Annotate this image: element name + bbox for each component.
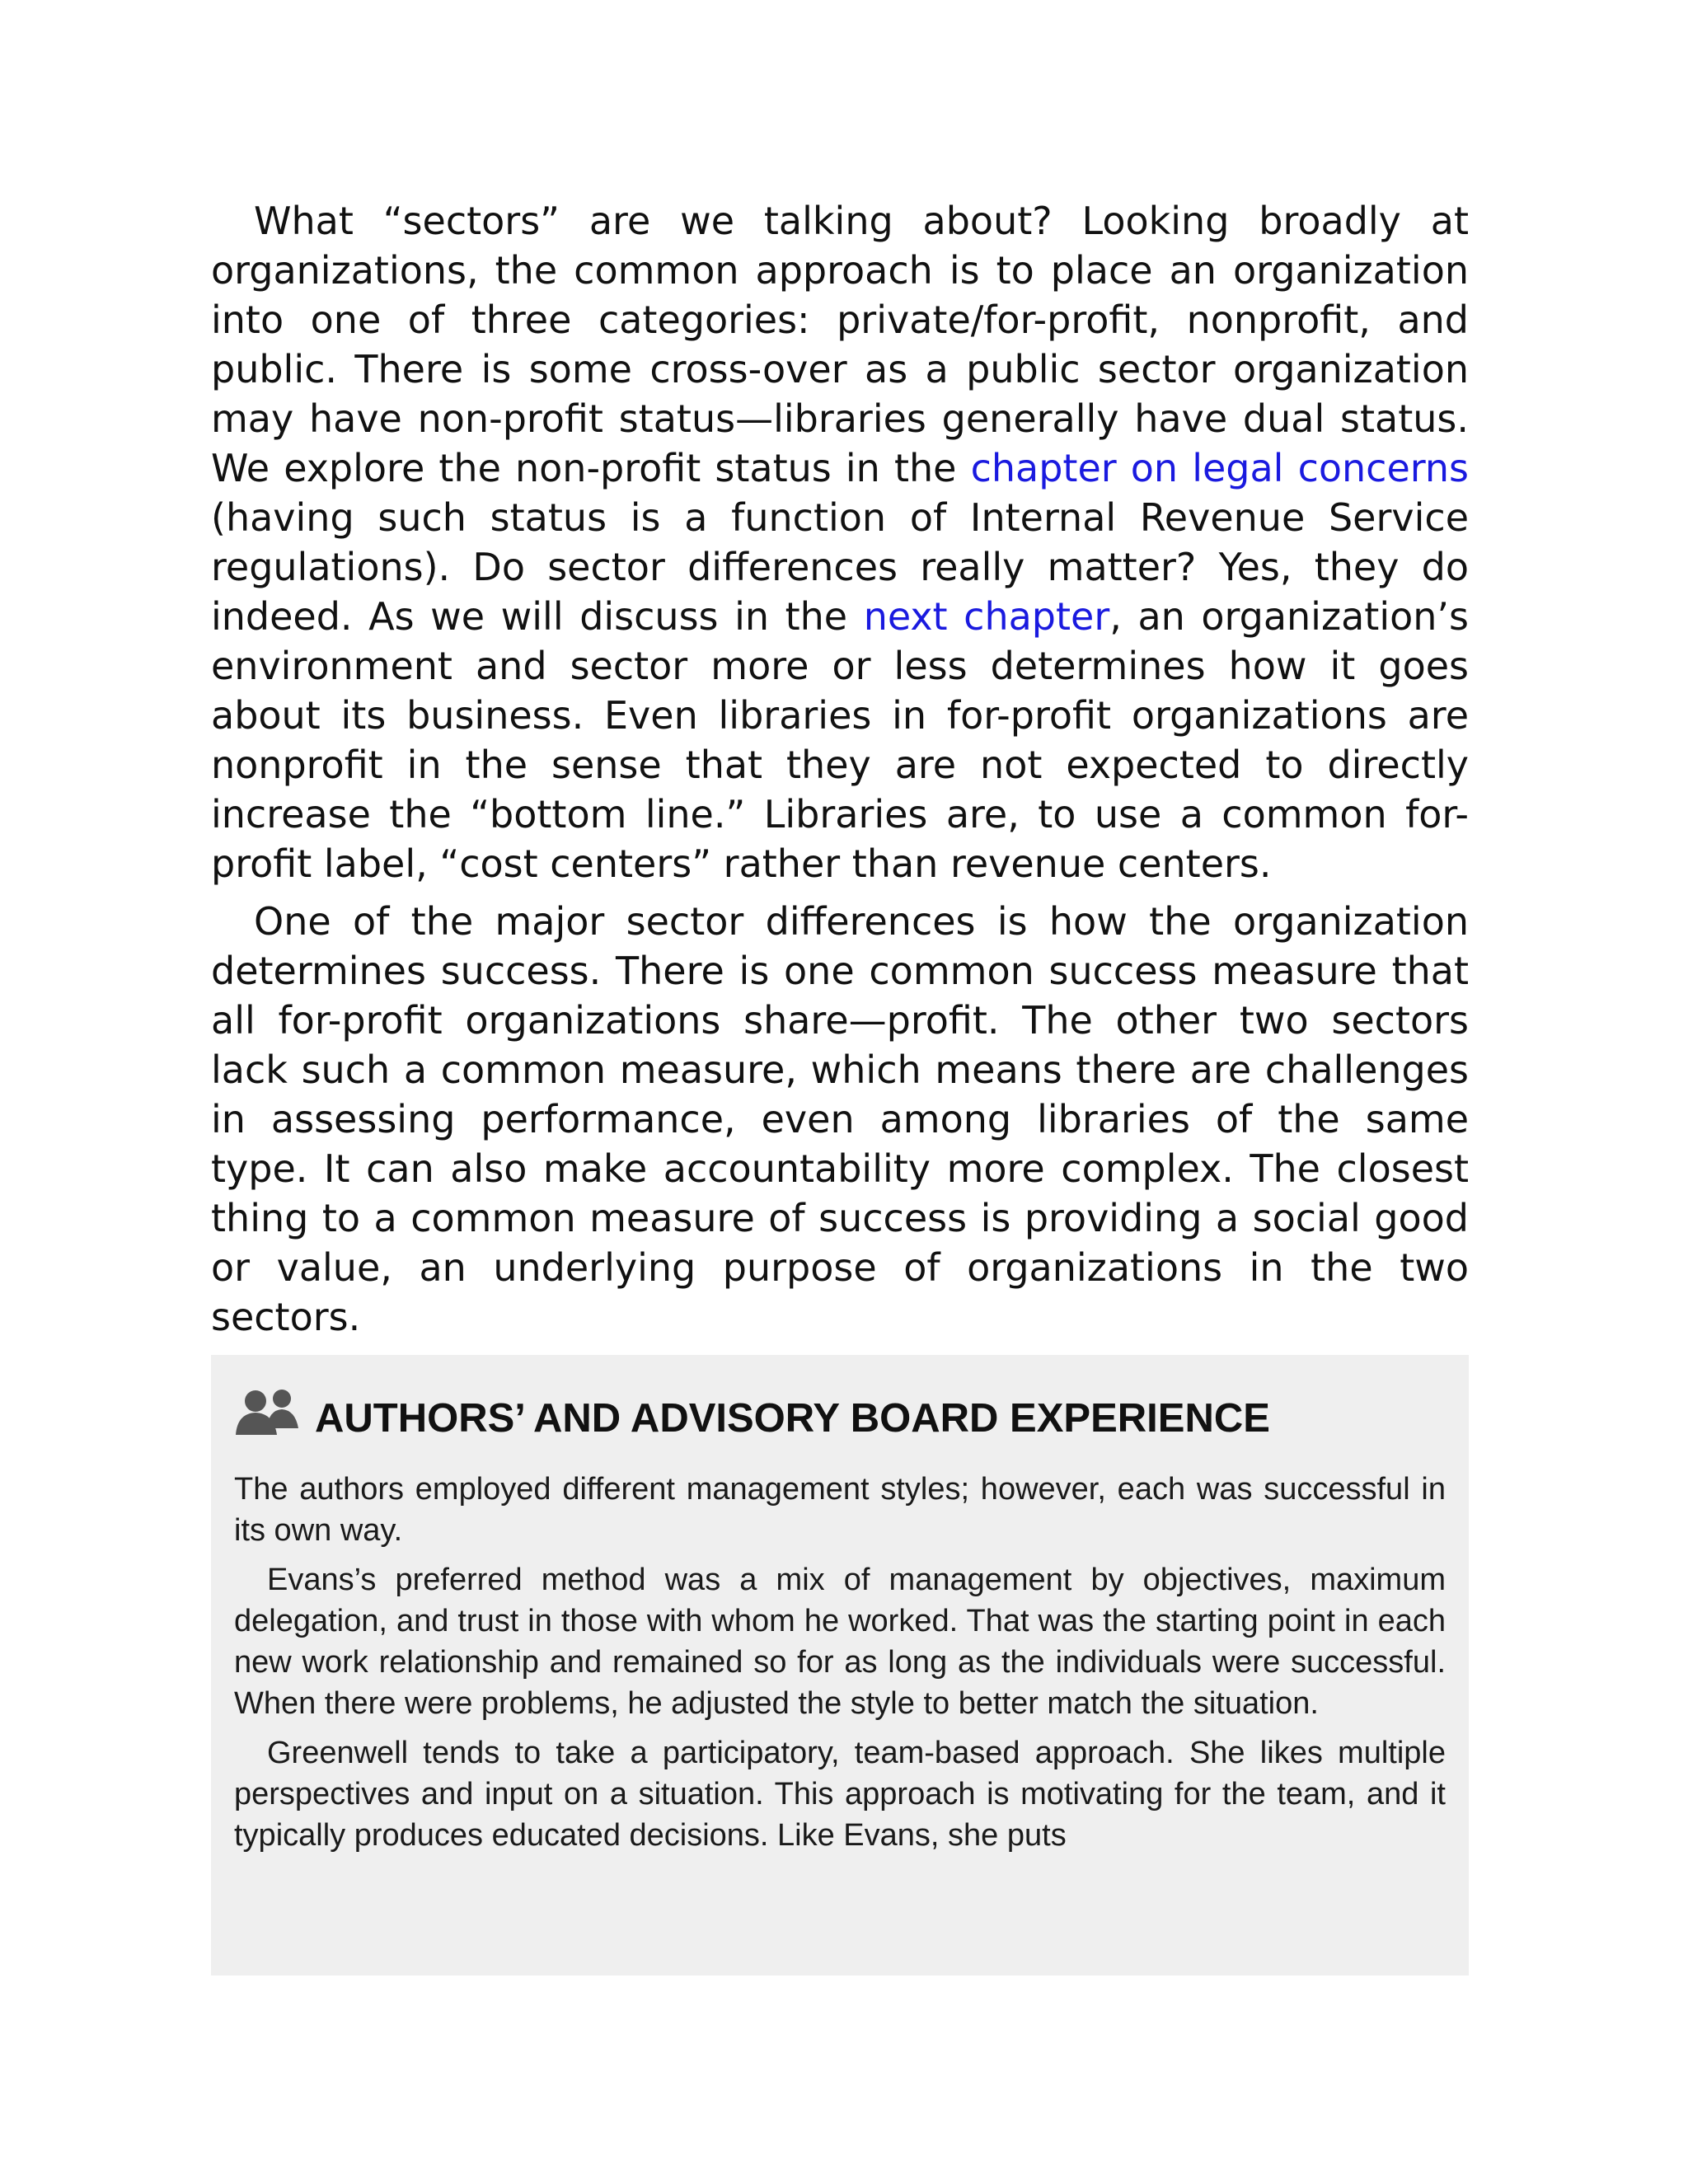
callout-body [234, 1469, 1446, 1856]
paragraph-sectors-text-1: What “sectors” are we talking about? Looking broadly at organizations, the common approach is to place an organization into one of three categories: private/for-profit, nonprofit, and public. There is some cross-over as a public sector organization may have non-profit status—libraries generally have dual status. We explore the non-profit status in the [211, 199, 1469, 490]
link-next-chapter[interactable]: next chapter [863, 594, 1110, 639]
callout-paragraph-greenwell: Greenwell tends to take a participatory, team-based approach. She likes multiple perspectives and input on a situation. This approach is motivating for the team, and it typically produces educated decisions. Like Evans, she puts [234, 1736, 1446, 1853]
paragraph-sectors-text-3: , an organization’s environment and sector more or less determines how it goes about its business. Even libraries in for-profit organizations are nonprofit in the sense that they are not expected to directly increase the “bottom line.” Libraries are, to use a common for-profit label, “cost centers” rather than revenue centers. [211, 594, 1469, 886]
callout-header [234, 1381, 1446, 1444]
body-text [211, 196, 1469, 1350]
callout-title: AUTHORS’ AND ADVISORY BOARD EXPERIENCE [315, 1396, 1270, 1441]
paragraph-success: One of the major sector differences is how the organization determines success. There is one common success measure that all for-profit organizations share—profit. The other two sectors lack such a common measure, which means there are challenges in assessing performance, even among libraries of the same type. It can also make accountability more complex. The closest thing to a common measure of success is providing a social good or value, an underlying purpose of organizations in the two sectors. [211, 899, 1469, 1339]
paragraph-sectors-text-2: (having such status is a function of Internal Revenue Service regulations). Do sector differences really matter? Yes, they do indeed. As we will discuss in the [211, 495, 1469, 639]
experience-callout-box [211, 1355, 1469, 1975]
link-chapter-legal-concerns[interactable]: chapter on legal concerns [970, 446, 1469, 490]
paragraph-sectors [211, 196, 1469, 888]
callout-paragraph-intro: The authors employed different management styles; however, each was successful in its own way. [234, 1472, 1446, 1548]
people-icon [234, 1387, 305, 1438]
callout-paragraph-evans: Evans’s preferred method was a mix of management by objectives, maximum delegation, and trust in those with whom he worked. That was the starting point in each new work relationship and remained so for as long as the individuals were successful. When there were problems, he adjusted the style to better match the situation. [234, 1563, 1446, 1721]
